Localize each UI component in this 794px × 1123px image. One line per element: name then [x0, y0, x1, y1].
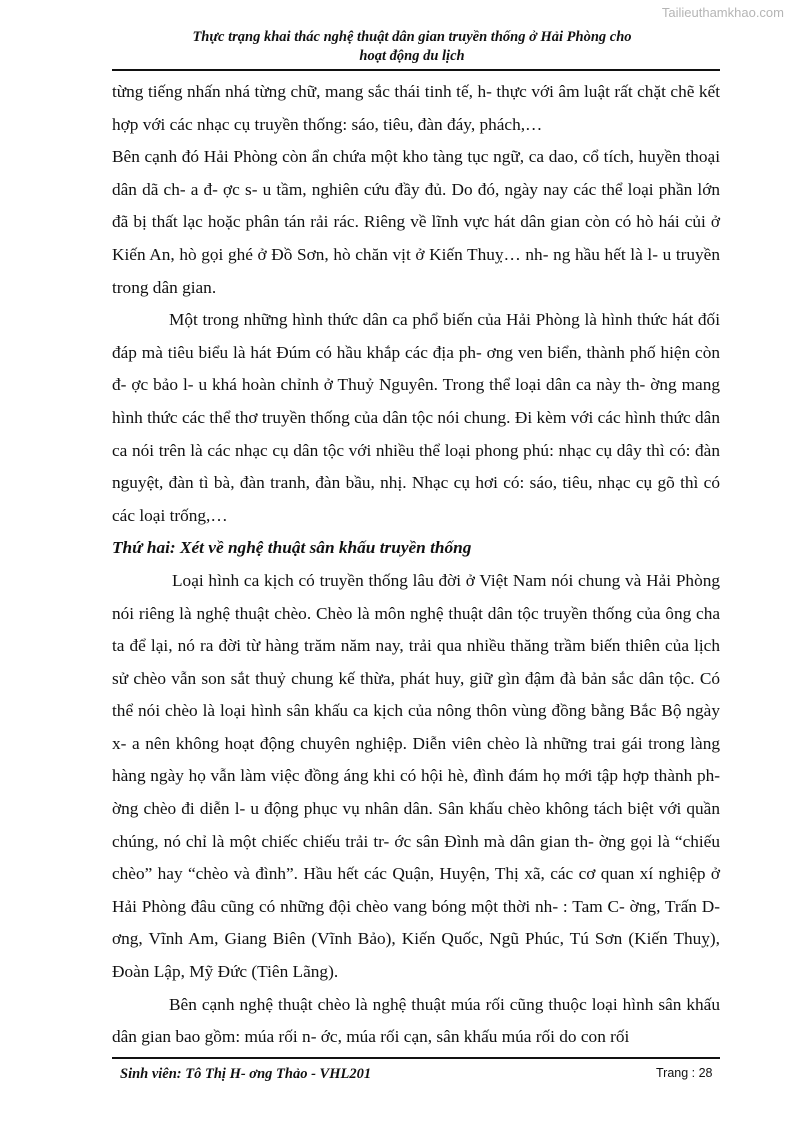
paragraph-2: Bên cạnh đó Hải Phòng còn ẩn chứa một kho tàng tục ngữ, ca dao, cổ tích, huyền thoại dân dã ch- a đ- ợc s- u tầm, nghiên cứu đầy đủ. Do đó, ngày nay các thể loại phần lớn đã bị thất lạc hoặc phân tán rải rác. Riêng về lĩnh vực hát dân gian còn có hò hái củi ở Kiến An, hò gọi ghé ở Đồ Sơn, hò chăn vịt ở Kiến Thuỵ… nh- ng hầu hết là l- u truyền trong dân gian.	[112, 147, 720, 297]
paragraph-5: Bên cạnh nghệ thuật chèo là nghệ thuật múa rối cũng thuộc loại hình sân khấu dân gian bao gồm: múa rối n- ớc, múa rối cạn, sân khấu múa rối do con rối	[112, 994, 720, 1047]
header-title-line-1: Thực trạng khai thác nghệ thuật dân gian truyền thống ở Hải Phòng cho	[192, 29, 632, 45]
footer-author: Sinh viên: Tô Thị H- ơng Thảo - VHL201	[120, 1066, 372, 1082]
section-heading: Thứ hai: Xét về nghệ thuật sân khấu truyền thống	[112, 538, 472, 558]
page-number: Trang : 28	[656, 1066, 713, 1080]
header-title-line-2: hoạt động du lịch	[359, 48, 465, 64]
paragraph-3: Một trong những hình thức dân ca phổ biến của Hải Phòng là hình thức hát đối đáp mà tiêu biểu là hát Đúm có hầu khắp các địa ph- ơng ven biển, thành phố hiện còn đ- ợc bảo l- u khá hoàn chỉnh ở Thuỷ Nguyên. Trong thể loại dân ca này th- ờng mang hình thức các thể thơ truyền thống của dân tộc nói chung. Đi kèm với các hình thức dân ca nói trên là các nhạc cụ dân tộc với nhiều thể loại phong phú: nhạc cụ dây thì có: đàn nguyệt, đàn tì bà, đàn tranh, đàn bầu, nhị. Nhạc cụ hơi có: sáo, tiêu, nhạc cụ gõ thì có các loại trống,…	[112, 310, 720, 525]
watermark: Tailieuthamkhao.com	[661, 5, 784, 20]
paragraph-1: từng tiếng nhấn nhá từng chữ, mang sắc thái tinh tế, h- thực với âm luật rất chặt chẽ kết hợp với các nhạc cụ truyền thống: sáo, tiêu, đàn đáy, phách,…	[112, 82, 720, 134]
running-header	[112, 28, 712, 66]
footer-divider	[112, 1057, 720, 1059]
header-divider	[112, 69, 720, 71]
page-body	[112, 76, 720, 1054]
paragraph-4: Loại hình ca kịch có truyền thống lâu đời ở Việt Nam nói chung và Hải Phòng nói riêng là nghệ thuật chèo. Chèo là môn nghệ thuật dân tộc truyền thống của ông cha ta để lại, nó ra đời từ hàng trăm năm nay, trải qua nhiều thăng trầm biến thiên của lịch sử chèo vẫn son sắt thuỷ chung kế thừa, phát huy, giữ gìn đậm đà bản sắc dân tộc. Có thể nói chèo là loại hình sân khấu ca kịch của nông thôn vùng đồng bằng Bắc Bộ ngày x- a nên không hoạt động chuyên nghiệp. Diễn viên chèo là những trai gái trong làng hàng ngày họ vẫn làm việc đồng áng khi có hội hè, đình đám họ mới tập hợp thành ph- ờng chèo đi diễn l- u động phục vụ nhân dân. Sân khấu chèo không tách biệt với quần chúng, nó chỉ là một chiếc chiếu trải tr- ớc sân Đình mà dân gian th- ờng gọi là “chiếu chèo” hay “chèo và đình”. Hầu hết các Quận, Huyện, Thị xã, các cơ quan xí nghiệp ở Hải Phòng đâu cũng có những đội chèo vang bóng một thời nh- : Tam C- ờng, Trấn D- ơng, Vĩnh Am, Giang Biên (Vĩnh Bảo), Kiến Quốc, Ngũ Phúc, Tú Sơn (Kiến Thuỵ), Đoàn Lập, Mỹ Đức (Tiên Lãng).	[112, 570, 720, 982]
